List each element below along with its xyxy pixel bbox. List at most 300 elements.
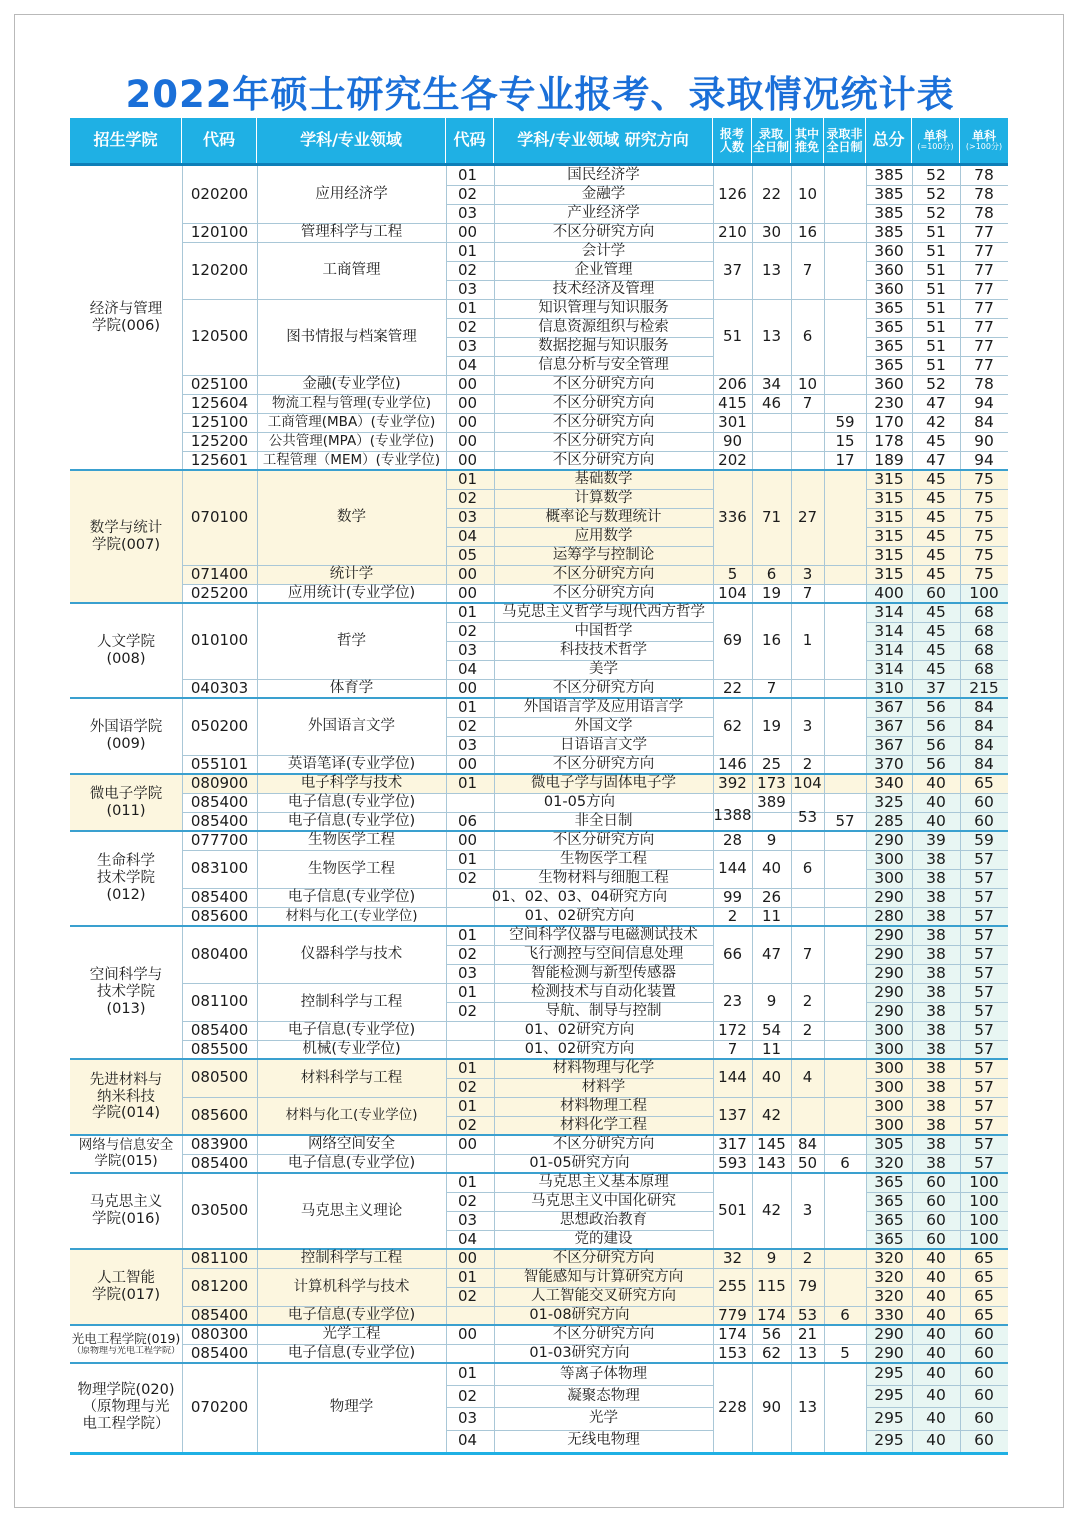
direction-code: 02 (458, 489, 478, 507)
admit-fulltime-count: 56 (761, 1325, 782, 1343)
single-score-150: 57 (974, 850, 994, 868)
single-score-100: 39 (926, 831, 946, 849)
major-code: 040303 (190, 679, 249, 697)
direction-name: 党的建设 (574, 1231, 633, 1248)
direction-name: 01、02、03、04研究方向 (491, 889, 668, 906)
admit-fulltime-count: 115 (757, 1277, 786, 1296)
single-score-150: 65 (974, 1268, 994, 1286)
major-code: 120500 (190, 327, 249, 346)
direction-name: 材料物理与化学 (552, 1060, 655, 1077)
direction-code: 00 (458, 413, 478, 431)
total-score: 385 (874, 166, 904, 184)
admit-fulltime-count: 26 (761, 888, 782, 906)
exempt-count: 10 (797, 184, 818, 203)
admit-fulltime-count: 11 (761, 1040, 782, 1058)
single-score-100: 40 (926, 1325, 946, 1343)
major-name: 体育学 (329, 680, 374, 697)
total-score: 178 (874, 432, 904, 450)
total-score: 385 (874, 223, 904, 241)
single-score-100: 38 (926, 1002, 946, 1020)
direction-code: 02 (458, 1002, 478, 1020)
applicants-count: 2 (727, 907, 738, 925)
single-score-100: 38 (926, 1116, 946, 1134)
single-score-150: 60 (974, 812, 994, 830)
college-name: 空间科学与 技术学院 (013) (89, 967, 163, 1017)
major-name: 电子信息(专业学位) (287, 1155, 416, 1172)
direction-name: 不区分研究方向 (552, 414, 655, 431)
single-score-100: 40 (926, 1287, 946, 1305)
total-score: 365 (874, 1192, 904, 1210)
major-name: 物理学 (329, 1399, 374, 1416)
single-score-100: 45 (926, 622, 946, 640)
exempt-count: 13 (797, 1397, 818, 1416)
admit-fulltime-count: 25 (761, 755, 782, 773)
single-score-100: 56 (926, 698, 946, 716)
single-score-150: 57 (974, 1021, 994, 1039)
applicants-count: 301 (718, 413, 747, 431)
total-score: 365 (874, 1230, 904, 1248)
single-score-100: 51 (926, 318, 946, 336)
applicants-count: 153 (718, 1344, 747, 1362)
direction-code: 02 (458, 1078, 478, 1096)
single-score-100: 51 (926, 337, 946, 355)
total-score: 365 (874, 1211, 904, 1229)
admit-fulltime-count: 34 (761, 375, 782, 393)
major-code: 020200 (190, 184, 249, 203)
single-score-150: 65 (974, 1249, 994, 1267)
major-name: 工商管理(MBA）(专业学位) (267, 413, 436, 430)
single-score-150: 57 (974, 1078, 994, 1096)
total-score: 290 (874, 983, 904, 1001)
single-score-150: 60 (974, 1344, 994, 1362)
total-score: 365 (874, 337, 904, 355)
admit-parttime-count: 6 (840, 1306, 850, 1324)
total-score: 320 (874, 1268, 904, 1286)
exempt-count: 3 (802, 565, 813, 583)
direction-name: 不区分研究方向 (552, 680, 655, 697)
direction-name: 不区分研究方向 (552, 224, 655, 241)
single-score-150: 57 (974, 888, 994, 906)
header-total-score: 总分 (866, 118, 912, 163)
single-score-150: 77 (974, 337, 994, 355)
total-score: 320 (874, 1154, 904, 1172)
applicants-count: 206 (718, 375, 747, 393)
single-score-100: 40 (926, 1306, 946, 1324)
total-score: 315 (874, 489, 904, 507)
total-score: 325 (874, 793, 904, 811)
direction-code: 02 (458, 869, 478, 887)
total-score: 367 (874, 698, 904, 716)
direction-code: 00 (458, 223, 478, 241)
direction-code: 02 (458, 261, 478, 279)
admit-fulltime-count: 16 (761, 631, 782, 650)
admit-parttime-count: 57 (835, 812, 855, 830)
major-code: 070100 (190, 507, 249, 526)
single-score-150: 68 (974, 603, 994, 621)
major-name: 控制科学与工程 (300, 1250, 403, 1267)
admit-fulltime-count: 42 (761, 1106, 782, 1125)
exempt-count: 104 (793, 774, 822, 792)
single-score-150: 215 (969, 679, 999, 697)
applicants-count: 144 (718, 1068, 747, 1087)
major-name: 英语笔译(专业学位) (287, 756, 416, 773)
single-score-100: 40 (926, 774, 946, 792)
admit-fulltime-count: 13 (761, 260, 782, 279)
direction-code: 00 (458, 394, 478, 412)
direction-name: 产业经济学 (567, 205, 640, 222)
direction-code: 01 (458, 1364, 478, 1383)
direction-name: 导航、制导与控制 (545, 1003, 662, 1020)
major-name: 电子科学与技术 (300, 775, 403, 792)
direction-name: 微电子学与固体电子学 (531, 775, 676, 792)
exempt-count: 7 (802, 944, 813, 963)
major-code: 080300 (190, 1325, 249, 1343)
direction-code: 00 (458, 755, 478, 773)
direction-code: 01 (458, 166, 478, 184)
admit-fulltime-count: 47 (761, 944, 782, 963)
college-name: 光电工程学院(019) (71, 1330, 181, 1346)
single-score-100: 45 (926, 660, 946, 678)
total-score: 310 (874, 679, 904, 697)
single-score-150: 57 (974, 869, 994, 887)
major-code: 030500 (190, 1201, 249, 1220)
direction-name: 空间科学仪器与电磁测试技术 (509, 927, 698, 944)
direction-name: 日语语言文学 (560, 737, 647, 754)
admit-fulltime-count: 22 (761, 184, 782, 203)
applicants-count: 32 (722, 1249, 743, 1267)
admit-parttime-count: 5 (840, 1344, 850, 1362)
major-code: 083100 (190, 859, 249, 878)
direction-code: 04 (458, 356, 478, 374)
single-score-100: 38 (926, 1059, 946, 1077)
direction-name: 国民经济学 (567, 167, 640, 184)
admit-fulltime-count: 90 (761, 1397, 782, 1416)
exempt-count: 21 (797, 1325, 818, 1343)
direction-name: 01、02研究方向 (524, 1022, 635, 1039)
direction-code: 03 (458, 1211, 478, 1229)
major-name: 电子信息(专业学位) (287, 794, 416, 811)
single-score-150: 57 (974, 907, 994, 925)
exempt-count: 53 (797, 1306, 818, 1324)
major-code: 085500 (190, 1040, 249, 1058)
single-score-150: 57 (974, 945, 994, 963)
total-score: 315 (874, 508, 904, 526)
applicants-count: 202 (718, 451, 747, 469)
major-code: 081200 (190, 1277, 249, 1296)
major-name: 统计学 (329, 566, 374, 583)
major-code: 085600 (190, 1106, 249, 1125)
direction-code: 01 (458, 299, 478, 317)
single-score-100: 38 (926, 850, 946, 868)
major-name: 应用统计(专业学位) (287, 585, 416, 602)
major-code: 085400 (190, 793, 249, 811)
direction-name: 生物材料与细胞工程 (538, 870, 669, 887)
total-score: 290 (874, 888, 904, 906)
single-score-150: 94 (974, 394, 994, 412)
college-note: （原物理与光电工程学院） (71, 1345, 180, 1356)
major-code: 085400 (190, 1306, 249, 1324)
single-score-150: 57 (974, 964, 994, 982)
total-score: 314 (874, 622, 904, 640)
exempt-count: 2 (802, 1249, 813, 1267)
admit-fulltime-count: 145 (757, 1135, 786, 1153)
single-score-150: 100 (969, 1192, 999, 1210)
exempt-count: 3 (802, 716, 813, 735)
major-code: 120200 (190, 260, 249, 279)
direction-name: 人工智能交叉研究方向 (531, 1288, 676, 1305)
single-score-100: 47 (926, 394, 946, 412)
admit-parttime-count: 6 (840, 1154, 850, 1172)
total-score: 300 (874, 1059, 904, 1077)
total-score: 230 (874, 394, 904, 412)
single-score-150: 78 (974, 185, 994, 203)
direction-code: 01 (458, 926, 478, 944)
direction-name: 技术经济及管理 (552, 281, 655, 298)
exempt-count: 6 (802, 327, 813, 346)
college-name: 经济与管理 学院(006) (89, 301, 163, 334)
single-score-100: 38 (926, 926, 946, 944)
direction-name: 01-05研究方向 (529, 1155, 630, 1172)
direction-code: 00 (458, 432, 478, 450)
total-score: 314 (874, 660, 904, 678)
single-score-150: 75 (974, 527, 994, 545)
total-score: 370 (874, 755, 904, 773)
single-score-150: 100 (969, 1173, 999, 1191)
single-score-150: 65 (974, 1287, 994, 1305)
college-name: 微电子学院 (011) (89, 785, 163, 819)
direction-code: 03 (458, 204, 478, 222)
total-score: 330 (874, 1306, 904, 1324)
exempt-count: 16 (797, 223, 818, 241)
major-name: 马克思主义理论 (300, 1202, 403, 1219)
direction-name: 外国文学 (574, 718, 633, 735)
total-score: 300 (874, 869, 904, 887)
single-score-150: 57 (974, 1059, 994, 1077)
admit-fulltime-count: 40 (761, 859, 782, 878)
single-score-100: 40 (926, 1408, 946, 1427)
direction-name: 应用数学 (574, 528, 633, 545)
major-code: 085600 (190, 907, 249, 925)
single-score-150: 60 (974, 1408, 994, 1427)
table-header (70, 118, 1008, 166)
single-score-100: 37 (926, 679, 946, 697)
major-code: 085400 (190, 1154, 249, 1172)
applicants-count: 392 (718, 774, 747, 792)
direction-code: 00 (458, 375, 478, 393)
total-score: 300 (874, 1021, 904, 1039)
exempt-count: 3 (802, 1201, 813, 1220)
single-score-100: 51 (926, 242, 946, 260)
major-name: 控制科学与工程 (300, 993, 403, 1010)
total-score: 295 (874, 1408, 904, 1427)
direction-name: 01、02研究方向 (524, 908, 635, 925)
direction-code: 04 (458, 527, 478, 545)
major-code: 085400 (190, 812, 249, 830)
single-score-100: 52 (926, 166, 946, 184)
applicants-count: 317 (718, 1135, 747, 1153)
direction-name: 不区分研究方向 (552, 832, 655, 849)
exempt-count: 84 (797, 1135, 818, 1153)
single-score-150: 77 (974, 242, 994, 260)
exempt-count: 4 (802, 1068, 813, 1087)
direction-code: 03 (458, 337, 478, 355)
single-score-150: 57 (974, 926, 994, 944)
direction-code: 02 (458, 717, 478, 735)
direction-code: 00 (458, 565, 478, 583)
single-score-100: 38 (926, 907, 946, 925)
major-name: 材料科学与工程 (300, 1069, 403, 1086)
single-score-150: 60 (974, 1430, 994, 1449)
major-code: 055101 (190, 755, 249, 773)
exempt-count: 2 (802, 755, 813, 773)
single-score-150: 100 (969, 584, 999, 602)
major-name: 电子信息(专业学位) (287, 813, 416, 830)
applicants-count: 23 (722, 992, 743, 1011)
applicants-count: 126 (718, 184, 747, 203)
total-score: 280 (874, 907, 904, 925)
applicants-count: 28 (722, 831, 743, 849)
applicants-count: 779 (718, 1306, 747, 1324)
major-name: 管理科学与工程 (300, 224, 403, 241)
direction-name: 企业管理 (574, 262, 633, 279)
direction-code: 01 (458, 850, 478, 868)
single-score-150: 59 (974, 831, 994, 849)
single-score-150: 75 (974, 508, 994, 526)
single-score-100: 38 (926, 1097, 946, 1115)
direction-name: 生物医学工程 (560, 851, 647, 868)
direction-name: 中国哲学 (574, 623, 633, 640)
college-name: 马克思主义 学院(016) (89, 1194, 163, 1227)
grid-column-line (824, 166, 825, 1452)
direction-code: 03 (458, 508, 478, 526)
admit-fulltime-count: 11 (761, 907, 782, 925)
admit-fulltime-count: 46 (761, 394, 782, 412)
single-score-100: 38 (926, 1021, 946, 1039)
direction-name: 知识管理与知识服务 (538, 300, 669, 317)
direction-name: 不区分研究方向 (552, 1136, 655, 1153)
exempt-count: 7 (802, 260, 813, 279)
single-score-150: 75 (974, 565, 994, 583)
total-score: 290 (874, 1344, 904, 1362)
single-score-100: 51 (926, 223, 946, 241)
direction-code: 00 (458, 1325, 478, 1343)
single-score-150: 60 (974, 793, 994, 811)
total-score: 315 (874, 527, 904, 545)
single-score-100: 60 (926, 1192, 946, 1210)
header-applicants: 报考 人数 (713, 118, 752, 163)
applicants-count: 146 (718, 755, 747, 773)
major-code: 081100 (190, 992, 249, 1011)
direction-name: 马克思主义哲学与现代西方哲学 (502, 604, 705, 621)
exempt-count: 10 (797, 375, 818, 393)
total-score: 315 (874, 546, 904, 564)
single-score-150: 90 (974, 432, 994, 450)
single-score-150: 57 (974, 983, 994, 1001)
direction-code: 04 (458, 1431, 478, 1450)
major-code: 080400 (190, 944, 249, 963)
header-direction: 学科/专业领域 研究方向 (494, 118, 713, 163)
admit-fulltime-count: 19 (761, 584, 782, 602)
direction-code: 03 (458, 1408, 478, 1427)
single-score-100: 56 (926, 736, 946, 754)
single-score-150: 77 (974, 280, 994, 298)
single-score-150: 60 (974, 1325, 994, 1343)
direction-name: 不区分研究方向 (552, 585, 655, 602)
major-name: 数学 (337, 509, 366, 526)
applicants-count: 37 (722, 260, 743, 279)
single-score-100: 45 (926, 527, 946, 545)
direction-name: 概率论与数理统计 (545, 509, 662, 526)
major-code: 125604 (190, 394, 249, 412)
direction-code: 00 (458, 584, 478, 602)
major-code: 080900 (190, 774, 249, 792)
single-score-100: 56 (926, 717, 946, 735)
total-score: 290 (874, 964, 904, 982)
single-score-150: 78 (974, 375, 994, 393)
college-name: 物理学院(020) （原物理与光 电工程学院） (77, 1382, 175, 1432)
major-code: 071400 (190, 565, 249, 583)
applicants-count: 174 (718, 1325, 747, 1343)
applicants-count: 501 (718, 1201, 747, 1220)
admit-fulltime-count: 30 (761, 223, 782, 241)
major-code: 125100 (190, 413, 249, 431)
direction-code: 04 (458, 660, 478, 678)
single-score-100: 38 (926, 983, 946, 1001)
header-single-100 (912, 118, 960, 163)
admit-fulltime-count: 40 (761, 1068, 782, 1087)
page-title: 2022年硕士研究生各专业报考、录取情况统计表 (125, 73, 955, 116)
major-name: 电子信息(专业学位) (287, 1307, 416, 1324)
total-score: 314 (874, 641, 904, 659)
major-code: 125601 (190, 451, 249, 469)
single-score-100: 45 (926, 603, 946, 621)
applicants-count: 51 (722, 327, 743, 346)
single-score-150: 84 (974, 736, 994, 754)
direction-name: 不区分研究方向 (552, 395, 655, 412)
major-name: 生物医学工程 (308, 860, 395, 877)
single-score-100: 38 (926, 888, 946, 906)
single-score-100: 45 (926, 470, 946, 488)
direction-code: 01 (458, 1268, 478, 1286)
applicants-count: 137 (718, 1106, 747, 1125)
total-score: 365 (874, 318, 904, 336)
direction-name: 等离子体物理 (560, 1365, 647, 1382)
total-score: 189 (874, 451, 904, 469)
direction-name: 运筹学与控制论 (552, 547, 655, 564)
direction-code: 01 (458, 242, 478, 260)
applicants-count: 144 (718, 859, 747, 878)
applicants-count: 7 (727, 1040, 738, 1058)
admit-fulltime-count: 9 (766, 992, 777, 1011)
single-score-100: 56 (926, 755, 946, 773)
admit-fulltime-count: 143 (757, 1154, 786, 1172)
admit-parttime-count: 59 (835, 413, 855, 431)
admit-fulltime-count: 13 (761, 327, 782, 346)
direction-name: 凝聚态物理 (567, 1387, 640, 1404)
major-name: 网络空间安全 (308, 1136, 395, 1153)
exempt-count: 13 (797, 1344, 818, 1362)
direction-name: 材料化学工程 (560, 1117, 647, 1134)
single-score-150: 84 (974, 755, 994, 773)
total-score: 300 (874, 850, 904, 868)
admit-fulltime-count: 174 (757, 1306, 786, 1324)
single-score-150: 65 (974, 774, 994, 792)
direction-code: 02 (458, 185, 478, 203)
total-score: 300 (874, 1097, 904, 1115)
major-name: 物流工程与管理(专业学位) (271, 394, 432, 411)
total-score: 300 (874, 1078, 904, 1096)
direction-name: 信息资源组织与检索 (538, 319, 669, 336)
